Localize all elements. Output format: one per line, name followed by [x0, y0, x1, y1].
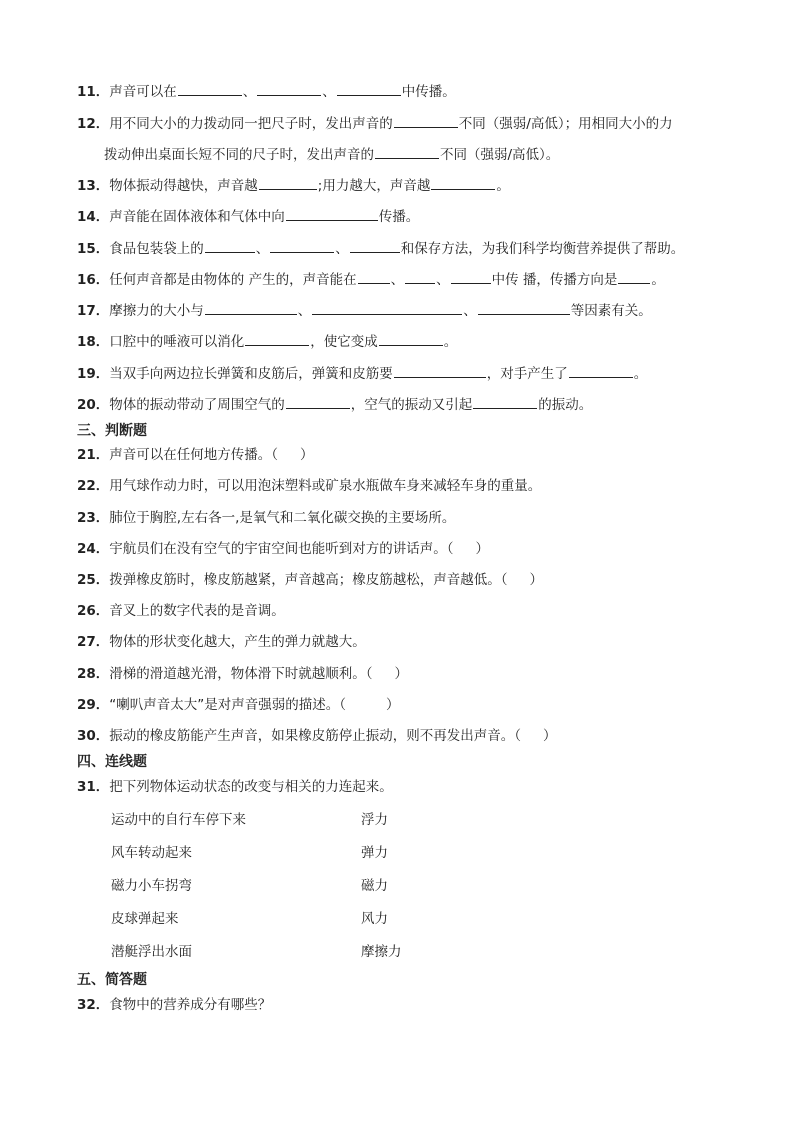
answer-blank[interactable] [394, 114, 458, 128]
question-number: 19． [77, 366, 110, 382]
answer-blank[interactable] [478, 301, 570, 315]
separator: 、 [255, 241, 270, 257]
question-text: 等因素有关。 [570, 303, 652, 319]
question-text: 。 [633, 366, 648, 382]
question-text: 当双手向两边拉长弹簧和皮筋后，弹簧和皮筋要 [109, 366, 393, 382]
answer-blank[interactable] [286, 207, 378, 221]
answer-blank[interactable] [270, 239, 334, 253]
question-24 [77, 540, 489, 558]
answer-blank[interactable] [205, 239, 255, 253]
question-number: 31． [77, 779, 110, 795]
question-text: 拨弹橡皮筋时，橡皮筋越紧，声音越高；橡皮筋越松，声音越低。（ [109, 572, 508, 588]
separator: 、 [463, 303, 477, 319]
question-20 [77, 395, 592, 414]
question-27 [77, 633, 366, 651]
question-31 [77, 778, 393, 796]
question-text: 用不同大小的力拨动同一把尺子时，发出声音的 [109, 116, 393, 132]
matching-right-item[interactable]: 风力 [361, 911, 388, 927]
separator: 、 [297, 303, 312, 319]
matching-right-item[interactable]: 弹力 [361, 845, 388, 861]
answer-blank[interactable] [569, 364, 633, 378]
question-text: ;用力越大，声音越 [317, 178, 431, 194]
question-text: 物体的形状变化越大，产生的弹力就越大。 [109, 634, 366, 650]
question-28 [77, 665, 408, 683]
question-number: 23． [77, 510, 110, 526]
answer-blank[interactable] [245, 332, 309, 346]
question-11 [77, 82, 456, 101]
question-text: 。 [651, 272, 665, 288]
question-number: 15． [77, 241, 110, 257]
answer-blank[interactable] [431, 176, 495, 190]
answer-blank[interactable] [394, 364, 486, 378]
question-text: ） [386, 697, 400, 713]
question-18 [77, 332, 457, 351]
answer-blank[interactable] [178, 82, 242, 96]
question-number: 26． [77, 603, 110, 619]
question-text: 声音可以在 [109, 84, 177, 100]
question-19 [77, 364, 647, 383]
separator: 、 [322, 84, 336, 100]
separator: 、 [436, 272, 450, 288]
answer-blank[interactable] [286, 395, 350, 409]
question-text: 食品包装袋上的 [109, 241, 204, 257]
question-text: 传播。 [378, 209, 420, 225]
question-number: 16． [77, 272, 110, 288]
matching-left-item[interactable]: 潜艇浮出水面 [111, 944, 192, 960]
answer-blank[interactable] [337, 82, 401, 96]
matching-left-item[interactable]: 皮球弹起来 [111, 911, 179, 927]
question-26 [77, 602, 285, 620]
question-number: 27． [77, 634, 110, 650]
matching-right-item[interactable]: 磁力 [361, 878, 388, 894]
question-number: 24． [77, 541, 110, 557]
matching-left-item[interactable]: 风车转动起来 [111, 845, 192, 861]
question-13 [77, 176, 510, 195]
question-29 [77, 696, 400, 714]
matching-right-item[interactable]: 摩擦力 [361, 944, 402, 960]
matching-left-item[interactable]: 运动中的自行车停下来 [111, 812, 246, 828]
question-text: 音叉上的数字代表的是音调。 [109, 603, 285, 619]
question-14 [77, 207, 419, 226]
question-25 [77, 571, 543, 589]
question-number: 17． [77, 303, 110, 319]
question-text: ） [394, 666, 409, 682]
answer-blank[interactable] [205, 301, 297, 315]
answer-blank[interactable] [375, 145, 439, 159]
question-number: 28． [77, 666, 110, 682]
question-text: 中传 播，传播方向是 [491, 272, 618, 288]
question-text: 的振动。 [538, 397, 593, 413]
answer-blank[interactable] [405, 270, 435, 284]
answer-blank[interactable] [257, 82, 321, 96]
question-text: 不同（强弱/高低）；用相同大小的力 [458, 116, 673, 132]
question-text: 摩擦力的大小与 [109, 303, 204, 319]
question-number: 20． [77, 397, 110, 413]
question-text: ，空气的振动又引起 [350, 397, 473, 413]
question-text: 和保存方法，为我们科学均衡营养提供了帮助。 [400, 241, 685, 257]
matching-left-item[interactable]: 磁力小车拐弯 [111, 878, 192, 894]
question-text: 声音能在固体液体和气体中向 [109, 209, 285, 225]
answer-blank[interactable] [358, 270, 390, 284]
question-text: ） [300, 447, 314, 463]
question-text: 口腔中的唾液可以消化 [109, 334, 245, 350]
question-text: 。 [443, 334, 458, 350]
question-12 [77, 114, 673, 133]
answer-blank[interactable] [259, 176, 317, 190]
question-12-line2 [104, 145, 559, 164]
question-text: ，使它变成 [310, 334, 378, 350]
question-text: 声音可以在任何地方传播。（ [109, 447, 279, 463]
question-text: ） [475, 541, 490, 557]
answer-blank[interactable] [312, 301, 462, 315]
answer-blank[interactable] [379, 332, 443, 346]
question-number: 18． [77, 334, 110, 350]
question-number: 11． [77, 84, 110, 100]
question-text: 中传播。 [401, 84, 456, 100]
question-number: 21． [77, 447, 110, 463]
section-heading-short-answer: 五、简答题 [77, 972, 147, 988]
question-23 [77, 509, 455, 527]
answer-blank[interactable] [618, 270, 650, 284]
question-number: 29． [77, 697, 110, 713]
question-number: 30． [77, 728, 110, 744]
question-text: 拨动伸出桌面长短不同的尺子时，发出声音的 [104, 147, 374, 163]
question-15 [77, 239, 684, 258]
question-17 [77, 301, 652, 320]
answer-blank[interactable] [350, 239, 400, 253]
question-number: 12． [77, 116, 110, 132]
question-number: 13． [77, 178, 110, 194]
question-number: 25． [77, 572, 110, 588]
question-text: 宇航员们在没有空气的宇宙空间也能听到对方的讲话声。（ [109, 541, 454, 557]
question-text: 物体的振动带动了周围空气的 [109, 397, 285, 413]
question-21 [77, 446, 314, 464]
question-text: “喇叭声音太大”是对声音强弱的描述。（ [109, 697, 347, 713]
question-32 [77, 996, 271, 1014]
matching-right-item[interactable]: 浮力 [361, 812, 388, 828]
question-text: 食物中的营养成分有哪些？ [109, 997, 272, 1013]
question-text: 滑梯的滑道越光滑，物体滑下时就越顺利。（ [109, 666, 373, 682]
question-text: 不同（强弱/高低）。 [440, 147, 560, 163]
separator: 、 [335, 241, 349, 257]
question-number: 32． [77, 997, 110, 1013]
question-text: ，对手产生了 [486, 366, 568, 382]
answer-blank[interactable] [473, 395, 537, 409]
section-heading-matching: 四、连线题 [77, 754, 147, 770]
question-text: 振动的橡皮筋能产生声音，如果橡皮筋停止振动，则不再发出声音。（ [109, 728, 522, 744]
answer-blank[interactable] [451, 270, 491, 284]
question-number: 22． [77, 478, 110, 494]
question-text: ） [529, 572, 544, 588]
question-text: ） [543, 728, 557, 744]
question-text: 用气球作动力时，可以用泡沫塑料或矿泉水瓶做车身来减轻车身的重量。 [109, 478, 542, 494]
question-30 [77, 727, 557, 745]
question-22 [77, 477, 541, 495]
section-heading-judgement: 三、判断题 [77, 423, 147, 439]
separator: 、 [242, 84, 257, 100]
question-text: 任何声音都是由物体的 产生的，声音能在 [109, 272, 357, 288]
question-text: 。 [496, 178, 510, 194]
question-text: 把下列物体运动状态的改变与相关的力连起来。 [109, 779, 393, 795]
question-number: 14． [77, 209, 110, 225]
question-16 [77, 270, 665, 289]
question-text: 肺位于胸腔,左右各一,是氧气和二氧化碳交换的主要场所。 [109, 510, 456, 526]
separator: 、 [390, 272, 405, 288]
question-text: 物体振动得越快，声音越 [109, 178, 258, 194]
